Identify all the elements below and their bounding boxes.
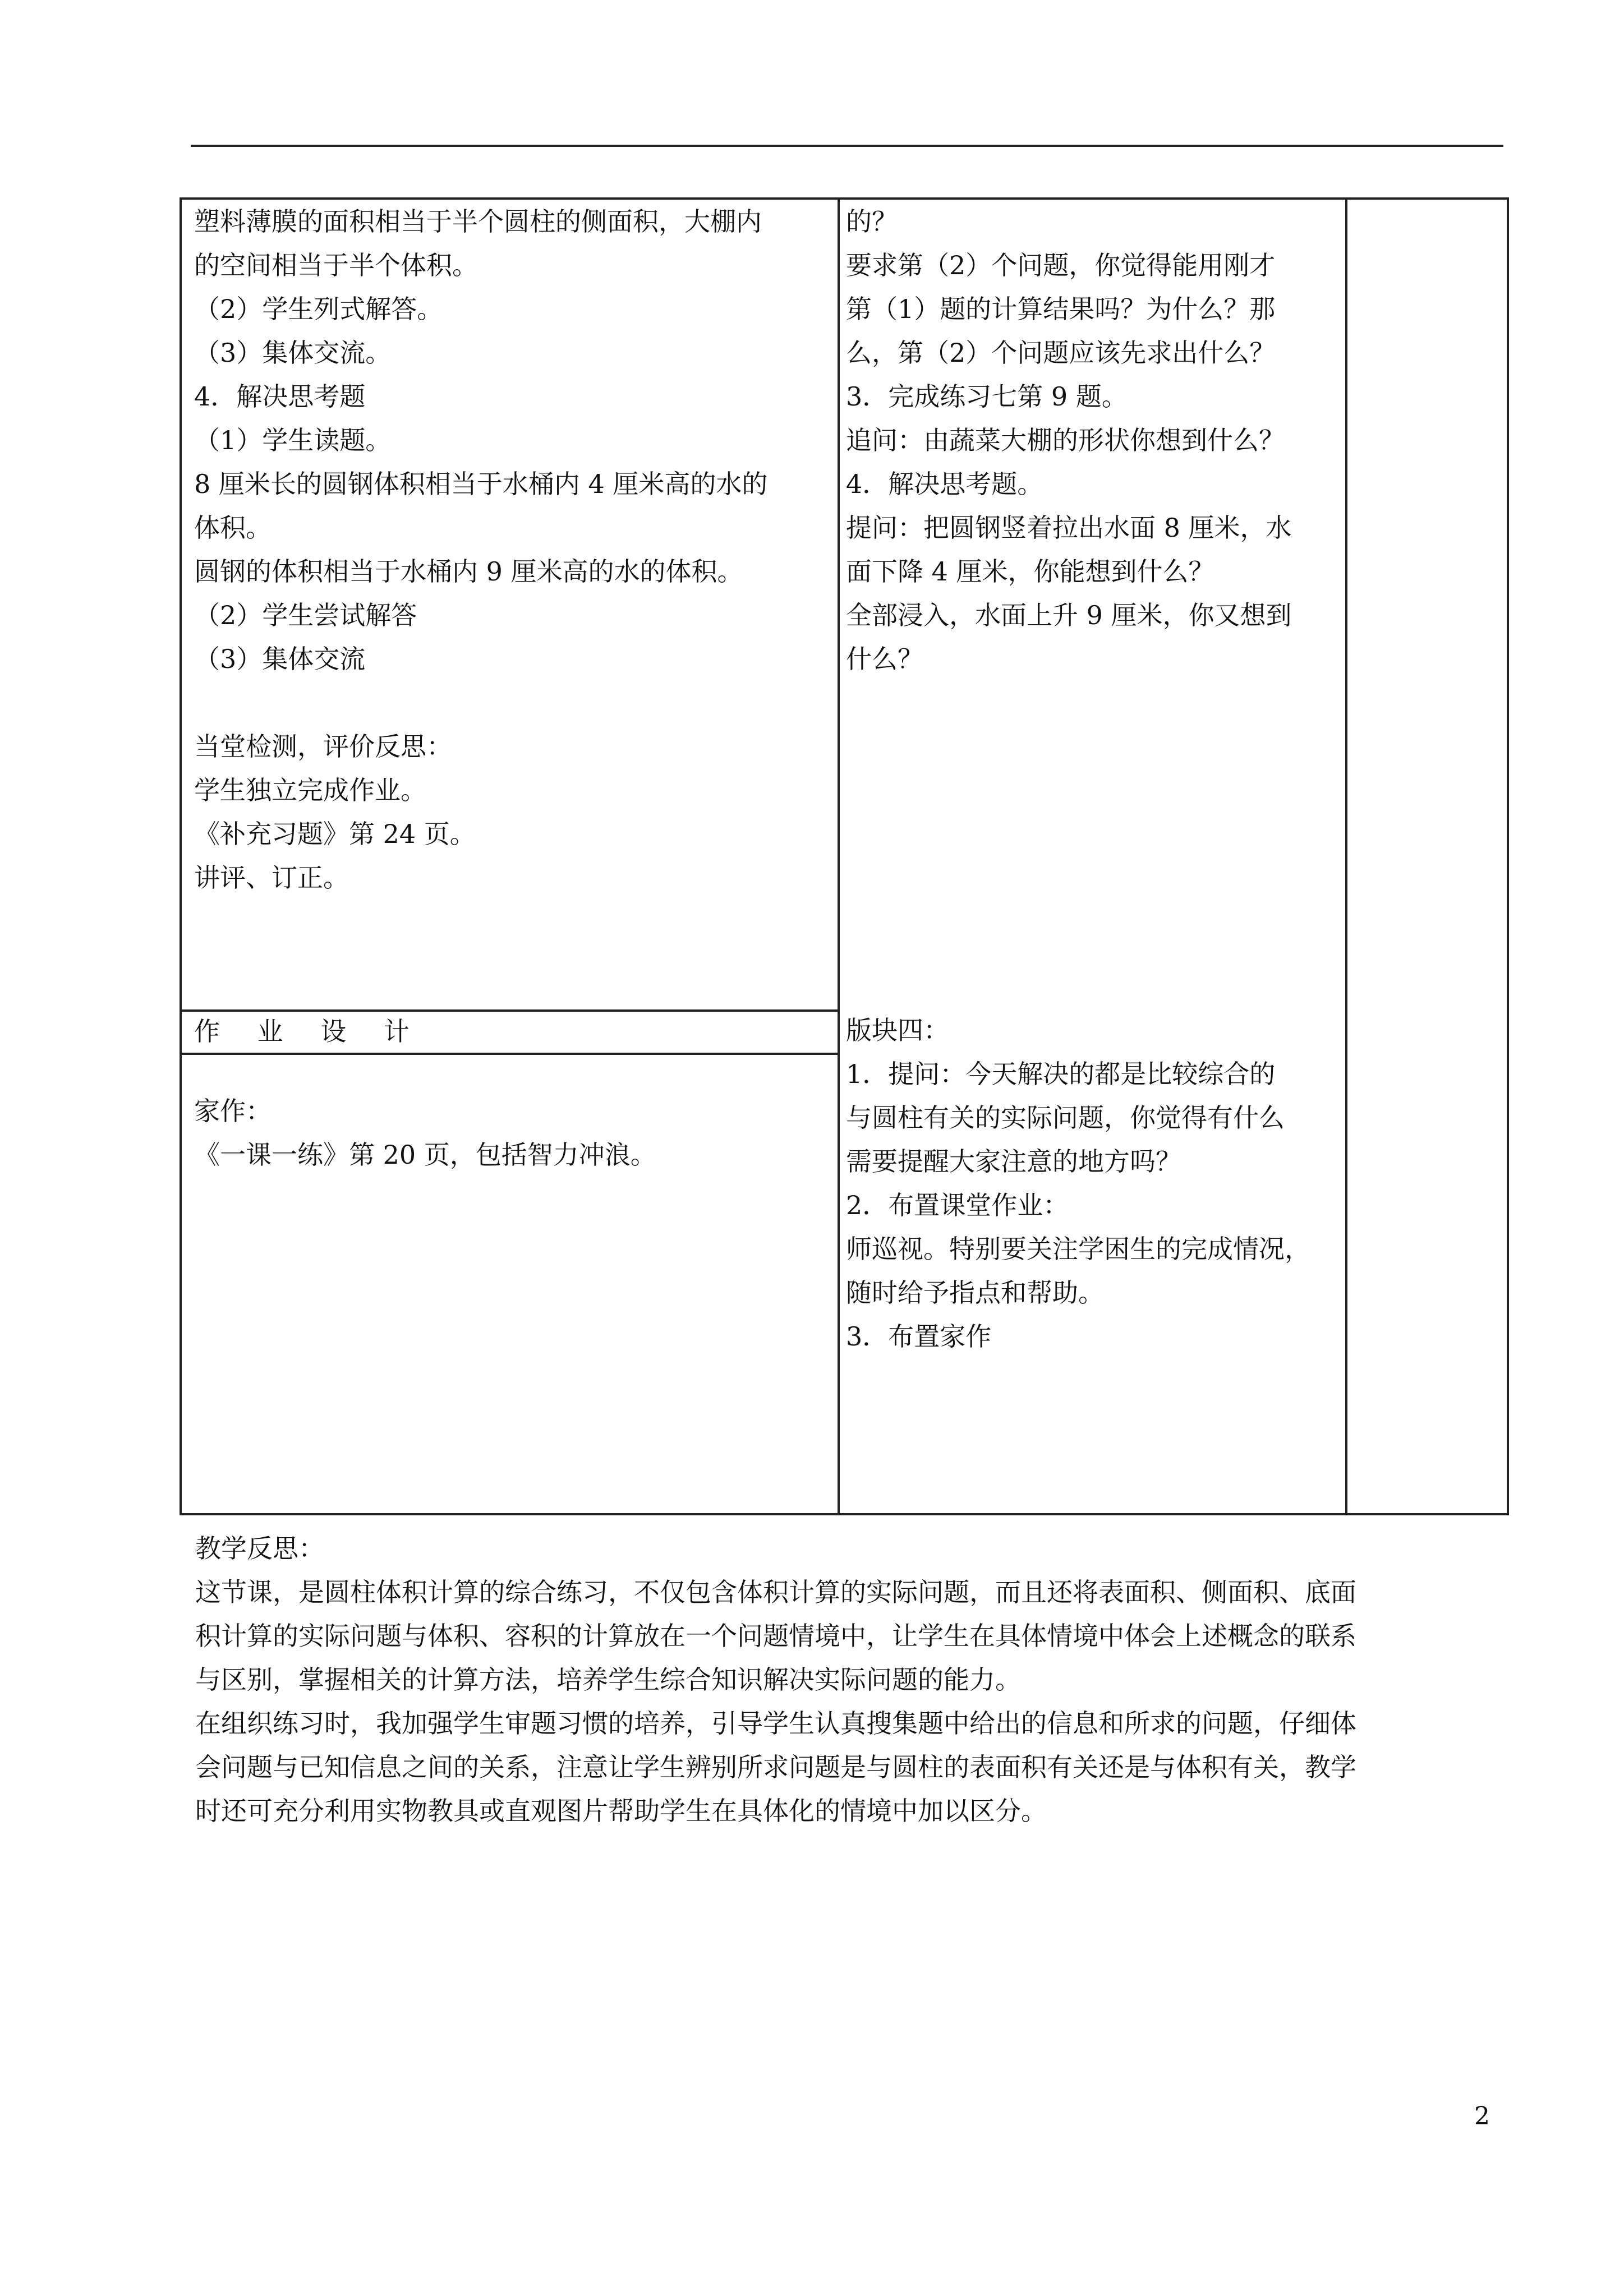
text-line: 么，第（2）个问题应该先求出什么？ [846,338,1276,368]
text-line: 要求第（2）个问题，你觉得能用刚才 [846,250,1276,280]
text-line: 的空间相当于半个体积。 [194,250,478,280]
text-line: 追问：由蔬菜大棚的形状你想到什么？ [846,425,1285,455]
table-border-right [1507,197,1509,1515]
text-line: 4．解决思考题。 [846,469,1043,499]
text-line: 面下降 4 厘米，你能想到什么？ [846,556,1214,587]
header-rule [191,145,1503,147]
text-line: 第（1）题的计算结果吗？为什么？那 [846,294,1276,324]
left-column-text [194,200,767,900]
text-line: 全部浸入，水面上升 9 厘米，你又想到 [846,600,1292,630]
text-line: 需要提醒大家注意的地方吗？ [846,1146,1181,1177]
page-number: 2 [1474,2102,1490,2131]
text-line: 塑料薄膜的面积相当于半个圆柱的侧面积，大棚内 [194,206,762,237]
text-line: （2）学生尝试解答 [194,600,417,630]
text-line: 这节课，是圆柱体积计算的综合练习，不仅包含体积计算的实际问题，而且还将表面积、侧面积、底面 [195,1577,1356,1607]
text-line: （3）集体交流。 [194,338,392,368]
block-four-text [846,1008,1310,1358]
text-line: 提问：把圆钢竖着拉出水面 8 厘米，水 [846,513,1292,543]
text-line: 当堂检测，评价反思： [194,731,452,762]
text-line: 圆钢的体积相当于水桶内 9 厘米高的水的体积。 [194,556,743,587]
text-line: 体积。 [194,513,272,543]
text-line: （2）学生列式解答。 [194,294,443,324]
table-divider-left [838,197,840,1515]
text-line [194,681,767,725]
text-line: 与圆柱有关的实际问题，你觉得有什么 [846,1103,1285,1133]
text-line: 4．解决思考题 [194,381,366,412]
table-border-bottom [180,1513,1509,1515]
text-line: 1．提问：今天解决的都是比较综合的 [846,1059,1276,1089]
text-line: （3）集体交流 [194,644,366,674]
text-line: （1）学生读题。 [194,425,392,455]
homework-heading-bottom-rule [180,1053,839,1055]
text-line: 会问题与已知信息之间的关系，注意让学生辨别所求问题是与圆柱的表面积有关还是与体积有关，教学 [195,1752,1356,1782]
text-line: 师巡视。特别要关注学困生的完成情况， [846,1234,1310,1264]
text-line: 随时给予指点和帮助。 [846,1278,1104,1308]
text-line: 讲评、订正。 [194,863,349,893]
table-border-left [180,197,182,1515]
homework-heading-top-rule [180,1009,839,1012]
text-line: 家作： [194,1096,272,1126]
text-line: 什么？ [846,644,923,674]
teaching-reflection [195,1527,1356,1833]
right-column-empty-cell [1347,200,1507,1513]
text-line: 3．完成练习七第 9 题。 [846,381,1128,412]
text-line: 版块四： [846,1015,949,1045]
homework-text [194,1089,656,1177]
text-line: 《补充习题》第 24 页。 [194,819,476,849]
text-line: 与区别，掌握相关的计算方法，培养学生综合知识解决实际问题的能力。 [195,1665,1021,1695]
homework-heading: 作 业 设 计 [194,1016,424,1046]
text-line: 的？ [846,206,898,237]
text-line: 8 厘米长的圆钢体积相当于水桶内 4 厘米高的水的 [194,469,768,499]
middle-column-text [846,200,1292,681]
text-line: 在组织练习时，我加强学生审题习惯的培养，引导学生认真搜集题中给出的信息和所求的问题，仔细体 [195,1708,1356,1739]
text-line: 《一课一练》第 20 页，包括智力冲浪。 [194,1140,656,1170]
text-line: 时还可充分利用实物教具或直观图片帮助学生在具体化的情境中加以区分。 [195,1796,1047,1826]
text-line: 学生独立完成作业。 [194,775,426,805]
text-line: 3．布置家作 [846,1321,992,1352]
reflection-heading: 教学反思： [195,1533,324,1564]
text-line: 积计算的实际问题与体积、容积的计算放在一个问题情境中，让学生在具体情境中体会上述概念的联系 [195,1621,1356,1651]
text-line: 2．布置课堂作业： [846,1190,1069,1220]
